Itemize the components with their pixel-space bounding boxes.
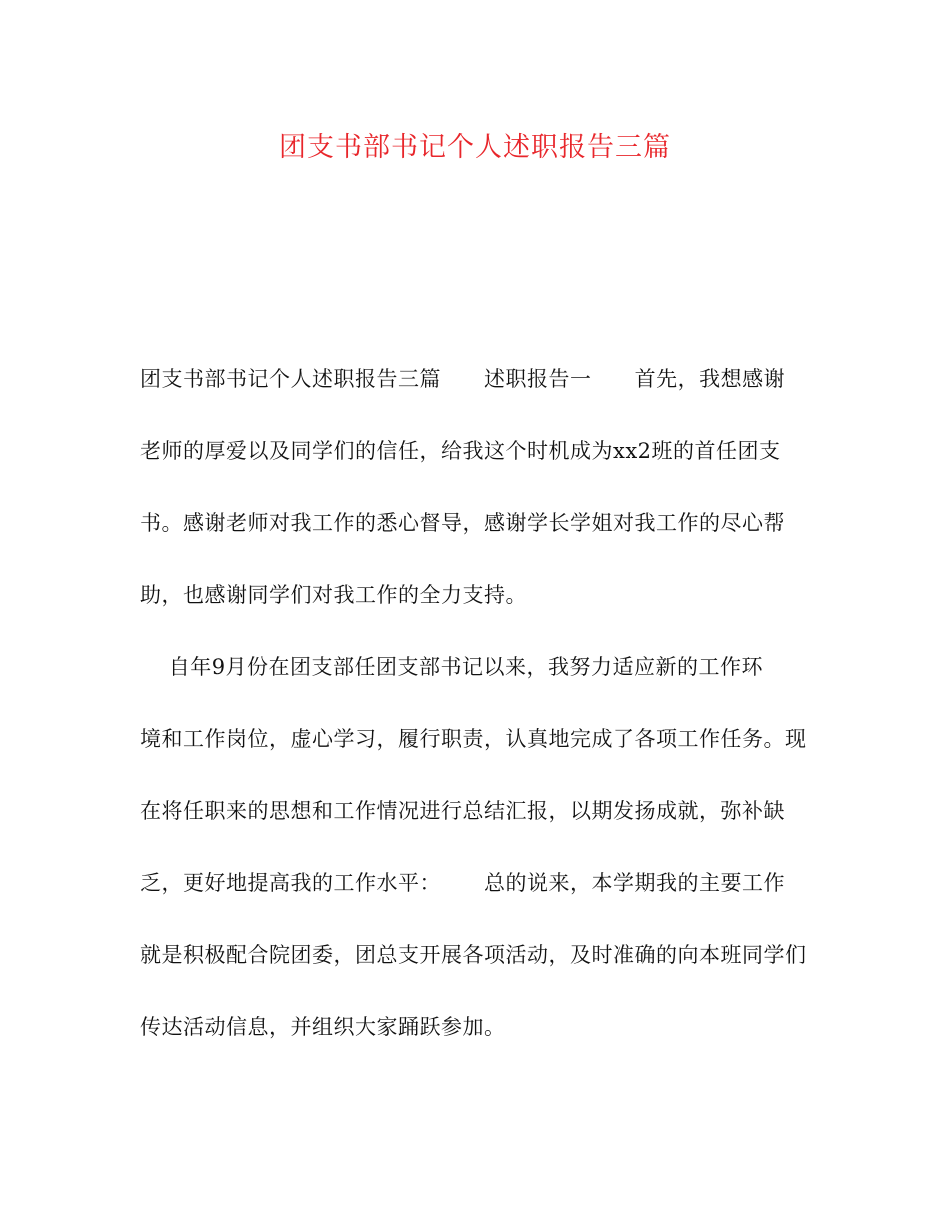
paragraph-line: 老师的厚爱以及同学们的信任，给我这个时机成为xx2班的首任团支	[140, 439, 781, 463]
paragraph-line: 助，也感谢同学们对我工作的全力支持。	[140, 583, 527, 607]
paragraph-line: 乏，更好地提高我的工作水平： 总的说来，本学期我的主要工作	[140, 871, 786, 895]
paragraph-line: 书。感谢老师对我工作的悉心督导，感谢学长学姐对我工作的尽心帮	[140, 511, 785, 535]
paragraph-line: 团支书部书记个人述职报告三篇 述职报告一 首先，我想感谢	[140, 367, 786, 391]
paragraph-line: 自年9月份在团支部任团支部书记以来，我努力适应新的工作环	[140, 655, 764, 679]
paragraph-line: 在将任职来的思想和工作情况进行总结汇报，以期发扬成就，弥补缺	[140, 799, 785, 823]
paragraph-line: 就是积极配合院团委，团总支开展各项活动，及时准确的向本班同学们	[140, 943, 807, 967]
paragraph-line: 境和工作岗位，虚心学习，履行职责，认真地完成了各项工作任务。现	[140, 727, 807, 751]
paragraph-line: 传达活动信息，并组织大家踊跃参加。	[140, 1015, 506, 1039]
document-title: 团支书部书记个人述职报告三篇	[279, 132, 671, 163]
